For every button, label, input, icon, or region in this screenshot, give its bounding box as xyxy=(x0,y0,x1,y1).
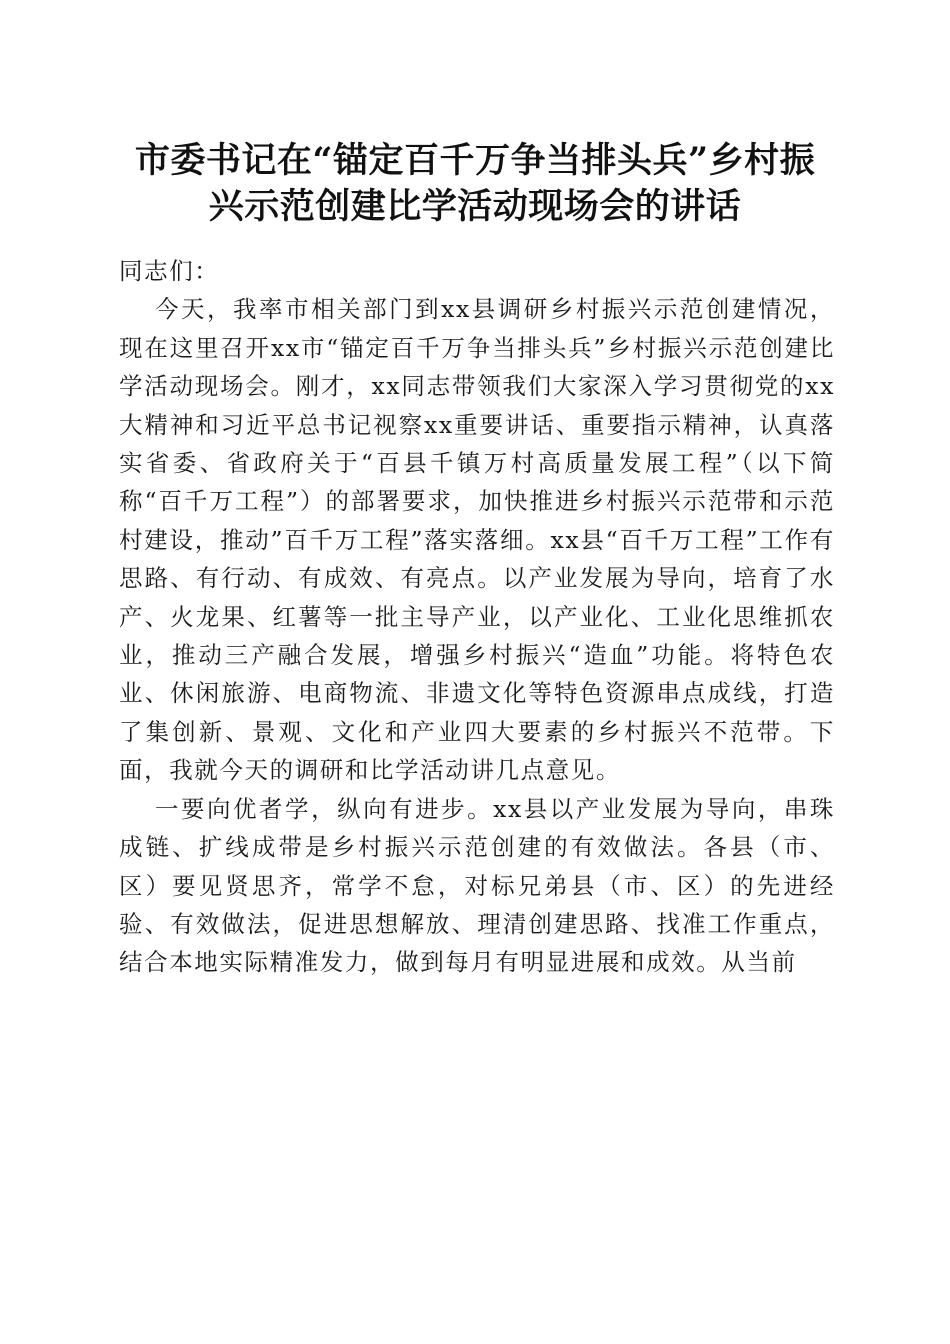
paragraph-2: 一要向优者学，纵向有进步。xx县以产业发展为导向，串珠成链、扩线成带是乡村振兴示范创建的有效做法。各县（市、区）要见贤思齐，常学不怠，对标兄弟县（市、区）的先进经验、有效做法，促进思想解放、理清创建思路、找准工作重点，结合本地实际精准发力，做到每月有明显进展和成效。从当前 xyxy=(119,794,835,977)
paragraph-1: 今天，我率市相关部门到xx县调研乡村振兴示范创建情况，现在这里召开xx市“锚定百千万争当排头兵”乡村振兴示范创建比学活动现场会。刚才，xx同志带领我们大家深入学习贯彻党的xx大精神和习近平总书记视察xx重要讲话、重要指示精神，认真落实省委、省政府关于“百县千镇万村高质量发展工程”（以下简称“百千万工程”）的部署要求，加快推进乡村振兴示范带和示范村建设，推动”百千万工程”落实落细。xx县“百千万工程”工作有思路、有行动、有成效、有亮点。以产业发展为导向，培育了水产、火龙果、红薯等一批主导产业，以产业化、工业化思维抓农业，推动三产融合发展，增强乡村振兴“造血”功能。将特色农业、休闲旅游、电商物流、非遗文化等特色资源串点成线，打造了集创新、景观、文化和产业四大要素的乡村振兴不范带。下面，我就今天的调研和比学活动讲几点意见。 xyxy=(119,295,835,785)
title-line-2: 兴示范创建比学活动现场会的讲话 xyxy=(208,186,742,227)
document-body xyxy=(119,252,835,982)
salutation: 同志们： xyxy=(119,257,220,285)
title-line-1: 市委书记在“锚定百千万争当排头兵”乡村振 xyxy=(134,140,816,181)
document-title xyxy=(100,138,850,230)
